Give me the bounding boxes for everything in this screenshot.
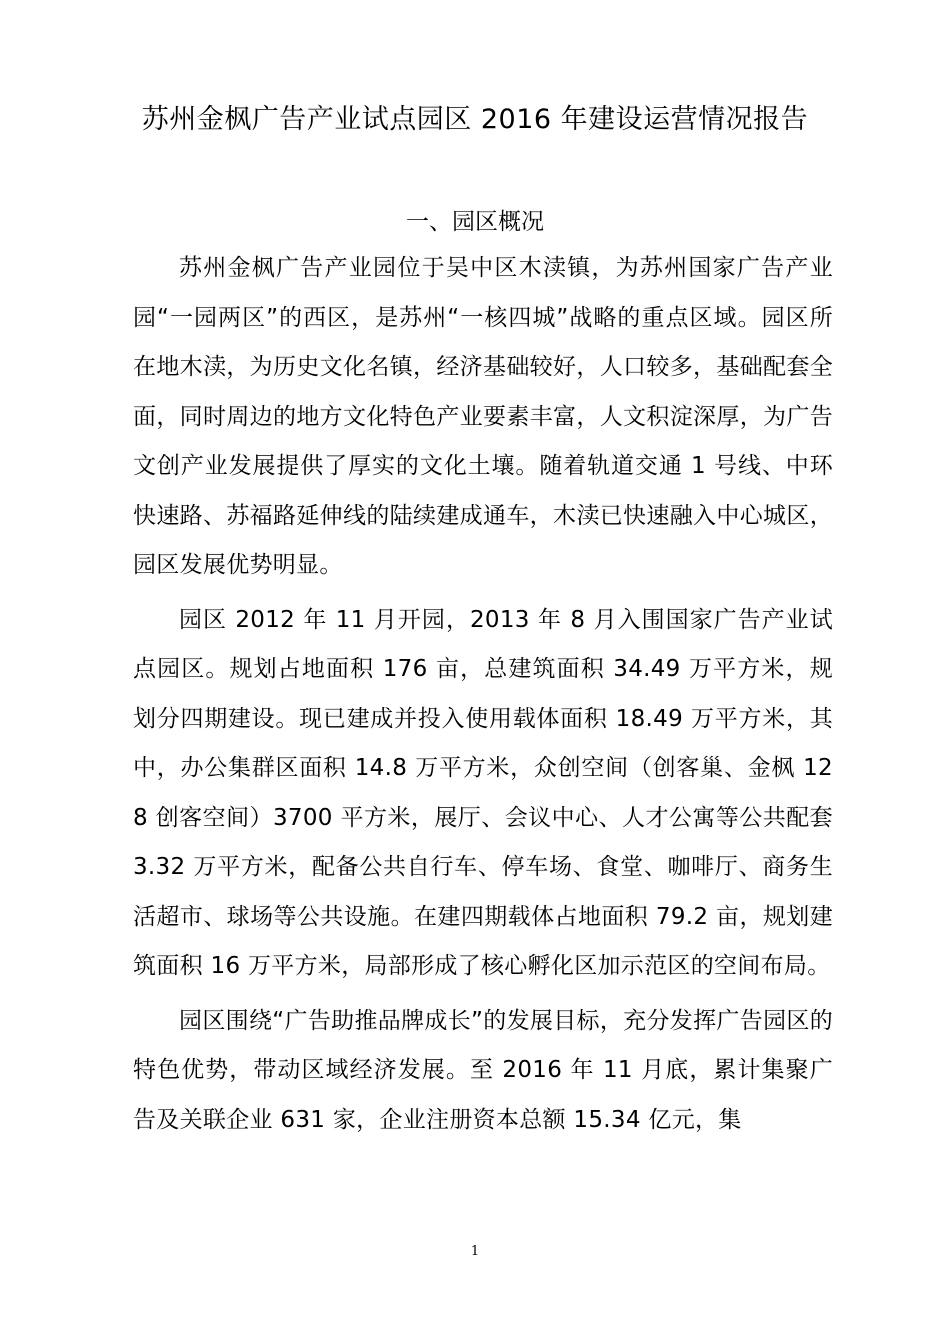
paragraph-overview-location: 苏州金枫广告产业园位于吴中区木渎镇，为苏州国家广告产业园“一园两区”的西区，是苏州“一核四城”战略的重点区域。园区所在地木渎，为历史文化名镇，经济基础较好，人口较多，基础配套全面，同时周边的地方文化特色产业要素丰富，人文积淀深厚，为广告文创产业发展提供了厚实的文化土壤。随着轨道交通 1 号线、中环快速路、苏福路延伸线的陆续建成通车，木渎已快速融入中心城区，园区发展优势明显。 [133, 255, 833, 578]
paragraph-overview-development: 园区围绕“广告助推品牌成长”的发展目标，充分发挥广告园区的特色优势，带动区域经济发展。至 2016 年 11 月底，累计集聚广告及关联企业 631 家，企业注册资本总额 15.34 亿元，集 [133, 1007, 833, 1133]
paragraph-overview-construction: 园区 2012 年 11 月开园，2013 年 8 月入围国家广告产业试点园区。规划占地面积 176 亩，总建筑面积 34.49 万平方米，规划分四期建设。现已建成并投入使用载体面积 18.49 万平方米，其中，办公集群区面积 14.8 万平方米，众创空间（创客巢、金枫 128 创客空间）3700 平方米，展厅、会议中心、人才公寓等公共配套 3.32 万平方米，配备公共自行车、停车场、食堂、咖啡厅、商务生活超市、球场等公共设施。在建四期载体占地面积 79.2 亩，规划建筑面积 16 万平方米，局部形成了核心孵化区加示范区的空间布局。 [133, 606, 833, 979]
page-number: 1 [470, 1244, 480, 1259]
document-body [133, 244, 833, 1150]
document-title: 苏州金枫广告产业试点园区 2016 年建设运营情况报告 [141, 104, 809, 135]
section-heading: 一、园区概况 [406, 209, 544, 235]
